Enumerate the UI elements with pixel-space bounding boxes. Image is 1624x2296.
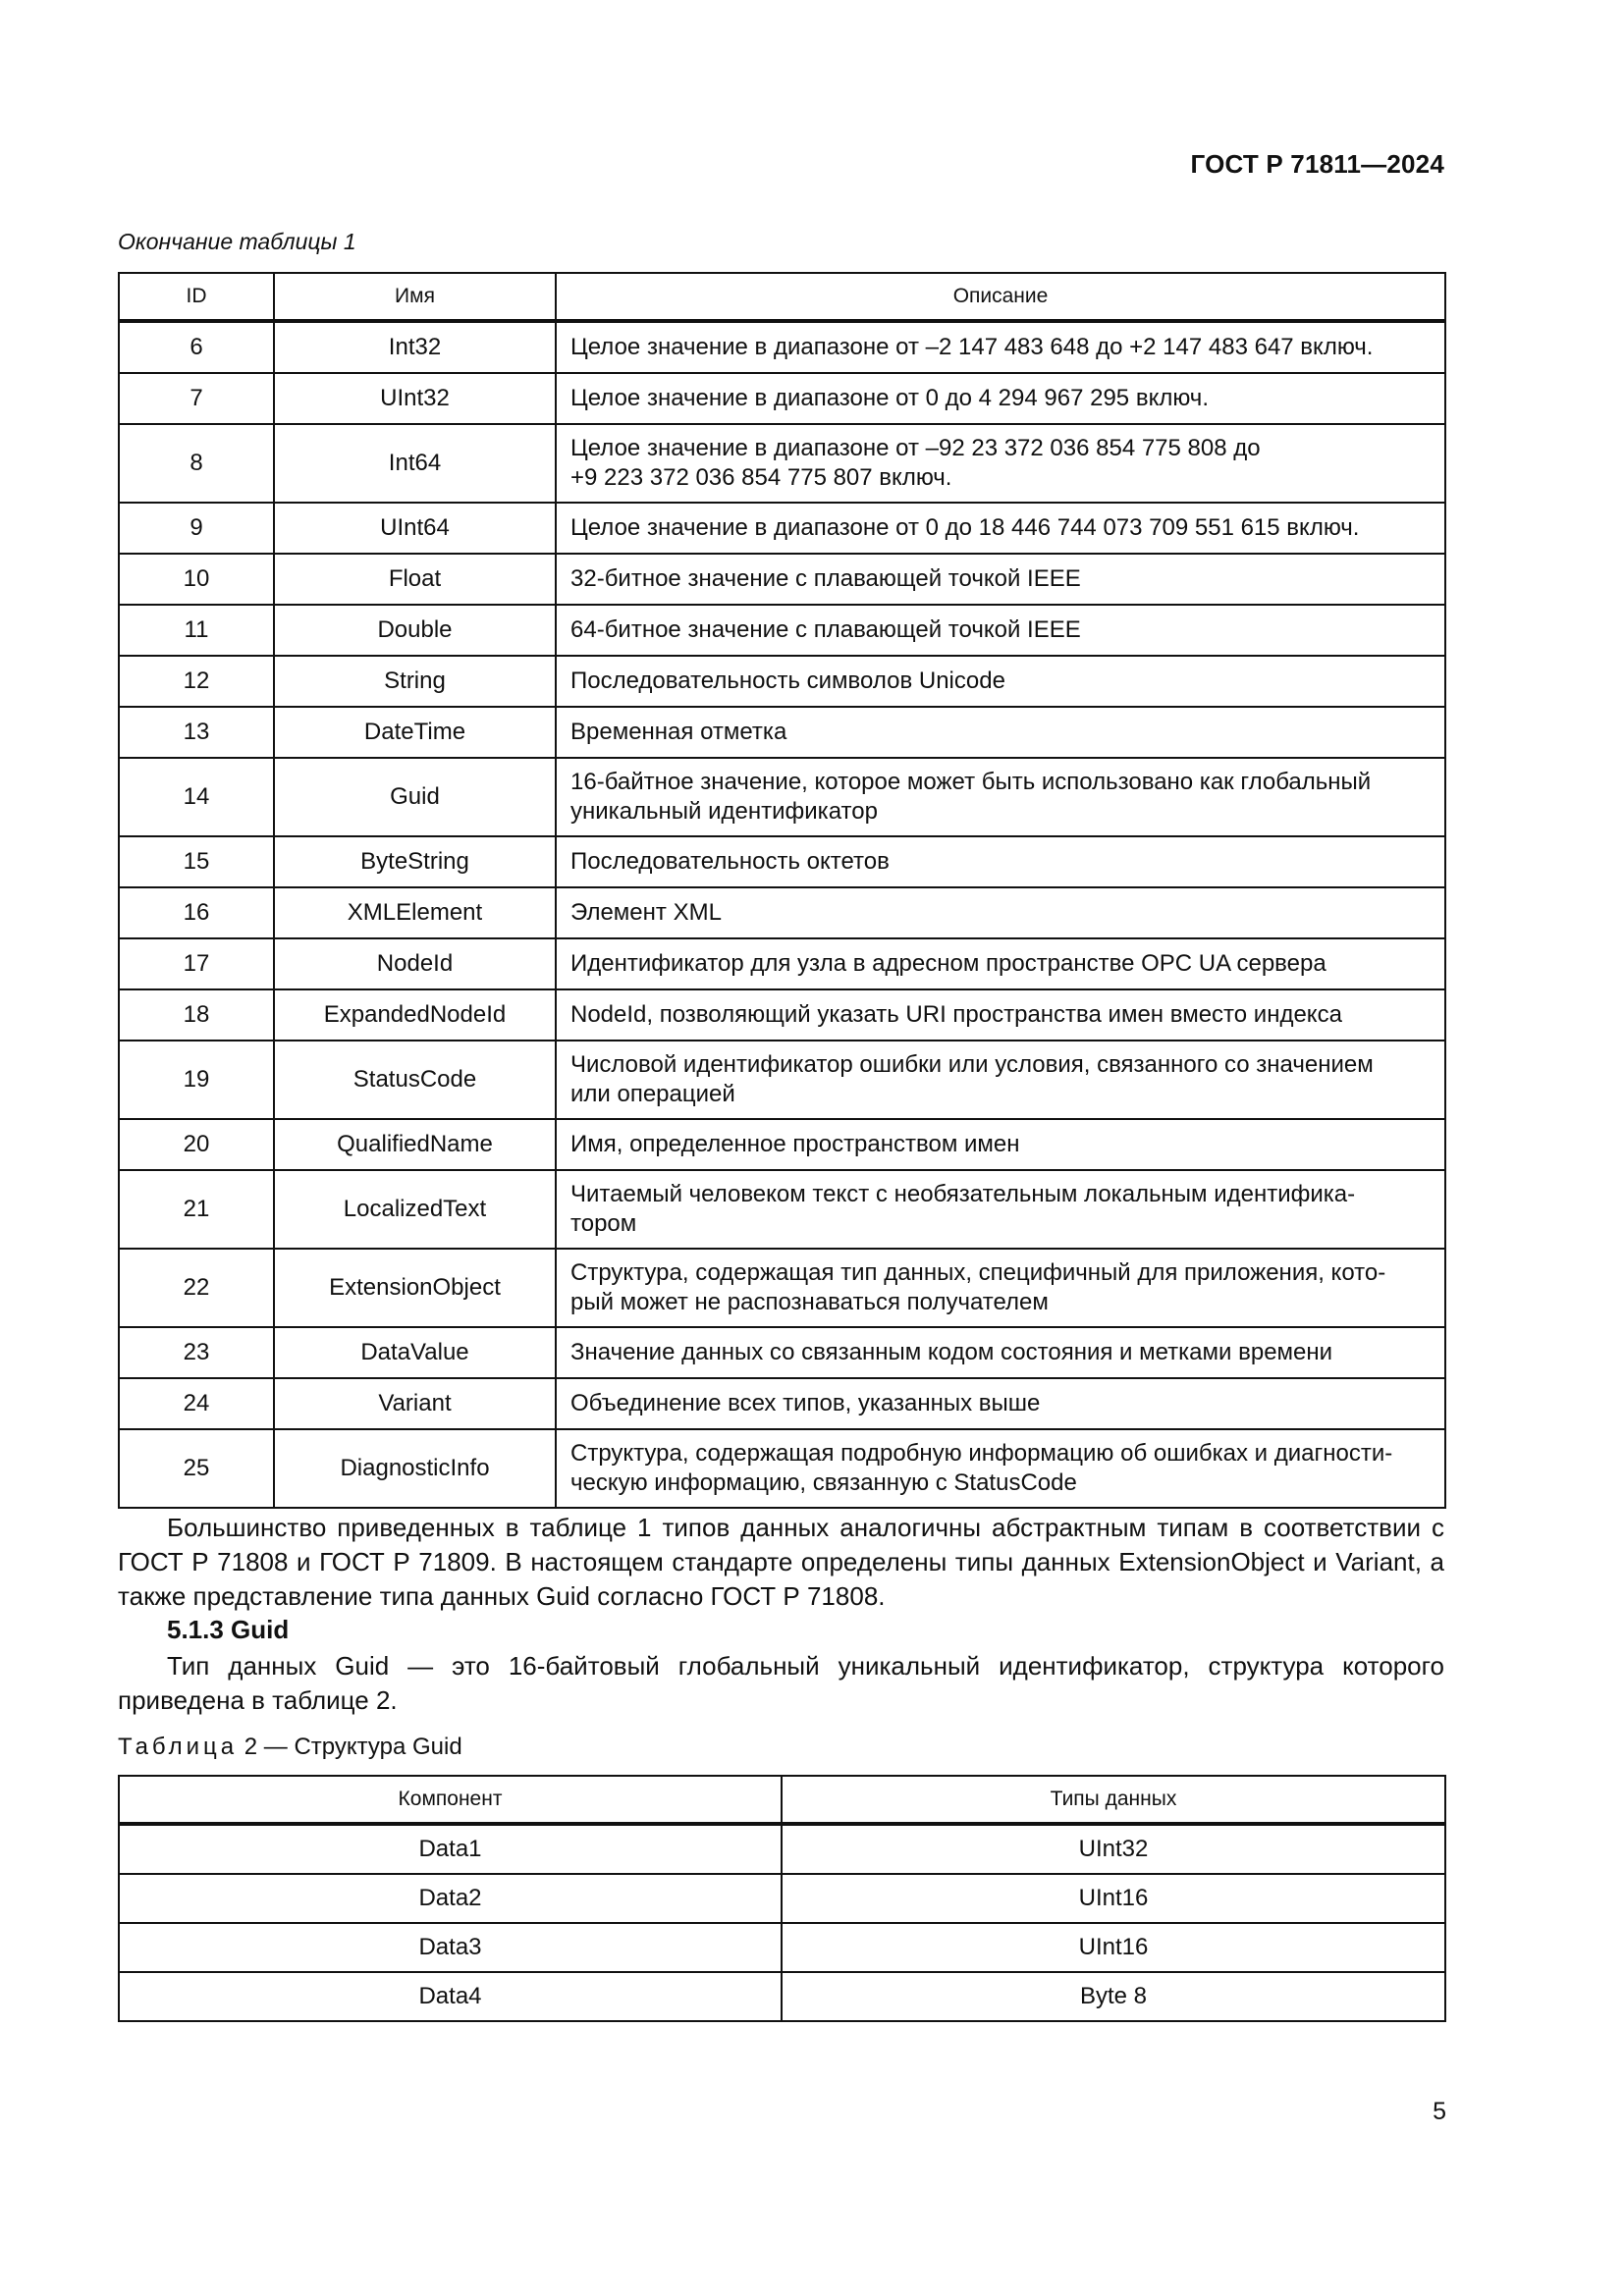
header-id: ID — [119, 273, 274, 321]
cell-id: 17 — [119, 938, 274, 989]
cell-name: DiagnosticInfo — [274, 1429, 556, 1508]
table-row — [119, 656, 1445, 707]
table-row — [119, 605, 1445, 656]
cell-data-type: UInt16 — [782, 1874, 1445, 1923]
table-row — [119, 1378, 1445, 1429]
table-row — [119, 373, 1445, 424]
cell-id: 7 — [119, 373, 274, 424]
cell-id: 18 — [119, 989, 274, 1041]
cell-description: Имя, определенное пространством имен — [556, 1119, 1445, 1170]
table-row — [119, 1874, 1445, 1923]
cell-id: 24 — [119, 1378, 274, 1429]
cell-id: 8 — [119, 424, 274, 503]
cell-description: Идентификатор для узла в адресном пространстве OPC UA сервера — [556, 938, 1445, 989]
description-line: уникальный идентификатор — [570, 798, 878, 825]
description-line: Читаемый человеком текст с необязательным локальным идентифика- — [570, 1181, 1356, 1207]
cell-name: UInt32 — [274, 373, 556, 424]
cell-id: 11 — [119, 605, 274, 656]
table-row — [119, 707, 1445, 758]
cell-id: 19 — [119, 1041, 274, 1119]
cell-data-type: Byte 8 — [782, 1972, 1445, 2021]
description-line: Числовой идентификатор ошибки или условия, связанного со значением — [570, 1051, 1374, 1078]
table-row — [119, 1327, 1445, 1378]
description-line: Целое значение в диапазоне от –92 23 372 036 854 775 808 до — [570, 435, 1261, 461]
description-line: рый может не распознаваться получателем — [570, 1289, 1049, 1315]
cell-id: 12 — [119, 656, 274, 707]
cell-component: Data4 — [119, 1972, 782, 2021]
cell-description: 32-битное значение с плавающей точкой IEEE — [556, 554, 1445, 605]
cell-description: Целое значение в диапазоне от 0 до 4 294 967 295 включ. — [556, 373, 1445, 424]
table-row — [119, 758, 1445, 836]
table-row — [119, 836, 1445, 887]
cell-id: 10 — [119, 554, 274, 605]
cell-description: Значение данных со связанным кодом состояния и метками времени — [556, 1327, 1445, 1378]
table-row — [119, 1923, 1445, 1972]
cell-id: 25 — [119, 1429, 274, 1508]
description-line: Структура, содержащая подробную информацию об ошибках и диагности- — [570, 1440, 1393, 1467]
cell-id: 22 — [119, 1249, 274, 1327]
cell-description: Временная отметка — [556, 707, 1445, 758]
cell-name: ExtensionObject — [274, 1249, 556, 1327]
section-heading: 5.1.3 Guid — [167, 1615, 290, 1644]
cell-name: Int64 — [274, 424, 556, 503]
cell-name: NodeId — [274, 938, 556, 989]
cell-id: 15 — [119, 836, 274, 887]
cell-id: 13 — [119, 707, 274, 758]
header-description: Описание — [556, 273, 1445, 321]
table-row — [119, 503, 1445, 554]
body-paragraph: Тип данных Guid — это 16-байтовый глобальный уникальный идентификатор, структура которого приведена в таблице 2. — [118, 1651, 1444, 1715]
table2-caption — [118, 1734, 462, 1761]
table-row — [119, 938, 1445, 989]
cell-name: String — [274, 656, 556, 707]
cell-description: Последовательность символов Unicode — [556, 656, 1445, 707]
cell-name: Float — [274, 554, 556, 605]
cell-description: Целое значение в диапазоне от 0 до 18 446 744 073 709 551 615 включ. — [556, 503, 1445, 554]
cell-description: Последовательность октетов — [556, 836, 1445, 887]
body-paragraph: Большинство приведенных в таблице 1 типов данных аналогичны абстрактным типам в соответствии с ГОСТ Р 71808 и ГОСТ Р 71809. В настоящем стандарте определены типы данных ExtensionObject и Variant, а также представление типа данных Guid согласно ГОСТ Р 71808. — [118, 1513, 1444, 1611]
table-row — [119, 1972, 1445, 2021]
cell-name: Guid — [274, 758, 556, 836]
table-row — [119, 554, 1445, 605]
header-data-types: Типы данных — [782, 1776, 1445, 1824]
cell-id: 21 — [119, 1170, 274, 1249]
table2-caption-label: Таблица — [118, 1734, 239, 1760]
cell-name: Variant — [274, 1378, 556, 1429]
cell-name: Double — [274, 605, 556, 656]
table2-caption-title: 2 — Структура Guid — [244, 1734, 462, 1760]
cell-description — [556, 758, 1445, 836]
cell-description — [556, 1041, 1445, 1119]
cell-name: ByteString — [274, 836, 556, 887]
guid-structure-table — [118, 1775, 1446, 2022]
cell-description: NodeId, позволяющий указать URI пространства имен вместо индекса — [556, 989, 1445, 1041]
document-code: ГОСТ Р 71811—2024 — [1190, 149, 1444, 179]
cell-data-type: UInt32 — [782, 1824, 1445, 1874]
cell-id: 20 — [119, 1119, 274, 1170]
cell-component: Data1 — [119, 1824, 782, 1874]
description-line: Структура, содержащая тип данных, специфичный для приложения, кото- — [570, 1259, 1386, 1286]
table-row — [119, 424, 1445, 503]
cell-description — [556, 424, 1445, 503]
cell-id: 6 — [119, 321, 274, 373]
table-row — [119, 1119, 1445, 1170]
description-line: ческую информацию, связанную с StatusCode — [570, 1469, 1077, 1496]
table-row — [119, 1249, 1445, 1327]
cell-id: 14 — [119, 758, 274, 836]
cell-data-type: UInt16 — [782, 1923, 1445, 1972]
cell-name: DateTime — [274, 707, 556, 758]
table-row — [119, 1170, 1445, 1249]
table-header-row — [119, 1776, 1445, 1824]
cell-id: 23 — [119, 1327, 274, 1378]
table-row — [119, 989, 1445, 1041]
table-row — [119, 887, 1445, 938]
cell-name: ExpandedNodeId — [274, 989, 556, 1041]
page-number: 5 — [1433, 2098, 1446, 2125]
cell-description — [556, 1170, 1445, 1249]
header-name: Имя — [274, 273, 556, 321]
data-types-table — [118, 272, 1446, 1509]
cell-name: LocalizedText — [274, 1170, 556, 1249]
cell-description: 64-битное значение с плавающей точкой IEEE — [556, 605, 1445, 656]
cell-component: Data2 — [119, 1874, 782, 1923]
table-header-row — [119, 273, 1445, 321]
cell-description: Целое значение в диапазоне от –2 147 483 648 до +2 147 483 647 включ. — [556, 321, 1445, 373]
description-line: или операцией — [570, 1081, 735, 1107]
header-component: Компонент — [119, 1776, 782, 1824]
cell-name: Int32 — [274, 321, 556, 373]
cell-name: XMLElement — [274, 887, 556, 938]
cell-name: QualifiedName — [274, 1119, 556, 1170]
table-row — [119, 1429, 1445, 1508]
cell-name: StatusCode — [274, 1041, 556, 1119]
cell-id: 9 — [119, 503, 274, 554]
cell-name: DataValue — [274, 1327, 556, 1378]
cell-description: Объединение всех типов, указанных выше — [556, 1378, 1445, 1429]
cell-description — [556, 1429, 1445, 1508]
table-row — [119, 1824, 1445, 1874]
table-row — [119, 1041, 1445, 1119]
cell-description — [556, 1249, 1445, 1327]
description-line: 16-байтное значение, которое может быть использовано как глобальный — [570, 769, 1372, 795]
table1-caption: Окончание таблицы 1 — [118, 229, 356, 254]
cell-component: Data3 — [119, 1923, 782, 1972]
cell-id: 16 — [119, 887, 274, 938]
table-row — [119, 321, 1445, 373]
description-line: тором — [570, 1210, 637, 1237]
description-line: +9 223 372 036 854 775 807 включ. — [570, 464, 952, 491]
cell-name: UInt64 — [274, 503, 556, 554]
cell-description: Элемент XML — [556, 887, 1445, 938]
